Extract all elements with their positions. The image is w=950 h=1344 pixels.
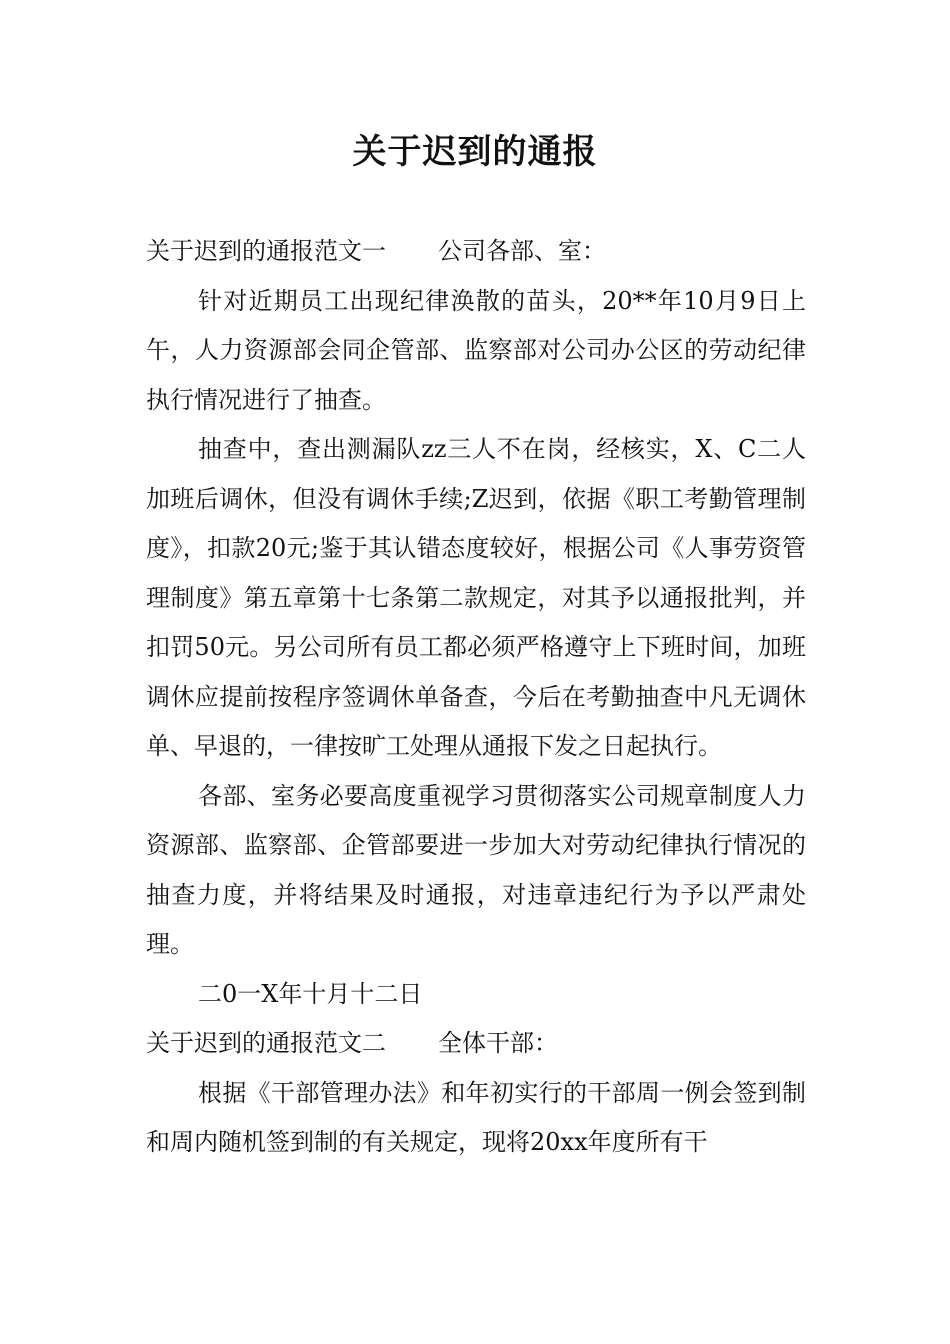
section2-paragraph-1: 根据《干部管理办法》和年初实行的干部周一例会签到制和周内随机签到制的有关规定，现将20xx年度所有干 xyxy=(146,1078,806,1156)
section1-paragraph-2: 抽查中，查出测漏队zz三人不在岗，经核实，X、C二人加班后调休，但没有调休手续;Z迟到，依据《职工考勤管理制度》，扣款20元;鉴于其认错态度较好，根据公司《人事劳资管理制度》第五章第十七条第二款规定，对其予以通报批判，并扣罚50元。另公司所有员工都必须严格遵守上下班时间，加班调休应提前按程序签调休单备查，今后在考勤抽查中凡无调休单、早退的，一律按旷工处理从通报下发之日起执行。 xyxy=(146,435,806,760)
section1-heading: 关于迟到的通报范文一 xyxy=(146,237,386,265)
document-body xyxy=(146,227,806,1168)
section1-date: 二0一X年十月十二日 xyxy=(198,979,423,1008)
section1-paragraph-3: 各部、室务必要高度重视学习贯彻落实公司规章制度人力资源部、监察部、企管部要进一步加大对劳动纪律执行情况的抽查力度，并将结果及时通报，对违章违纪行为予以严肃处理。 xyxy=(146,781,806,958)
section2-heading: 关于迟到的通报范文二 xyxy=(146,1029,386,1057)
section1-addressee: 公司各部、室： xyxy=(438,237,606,265)
document-title: 关于迟到的通报 xyxy=(352,132,598,172)
section2-heading-line xyxy=(146,1019,806,1069)
section1-paragraph-1: 针对近期员工出现纪律涣散的苗头，20**年10月9日上午，人力资源部会同企管部、监察部对公司办公区的劳动纪律执行情况进行了抽查。 xyxy=(146,286,806,414)
section1-heading-line xyxy=(146,227,806,277)
section2-addressee: 全体干部： xyxy=(438,1029,558,1057)
